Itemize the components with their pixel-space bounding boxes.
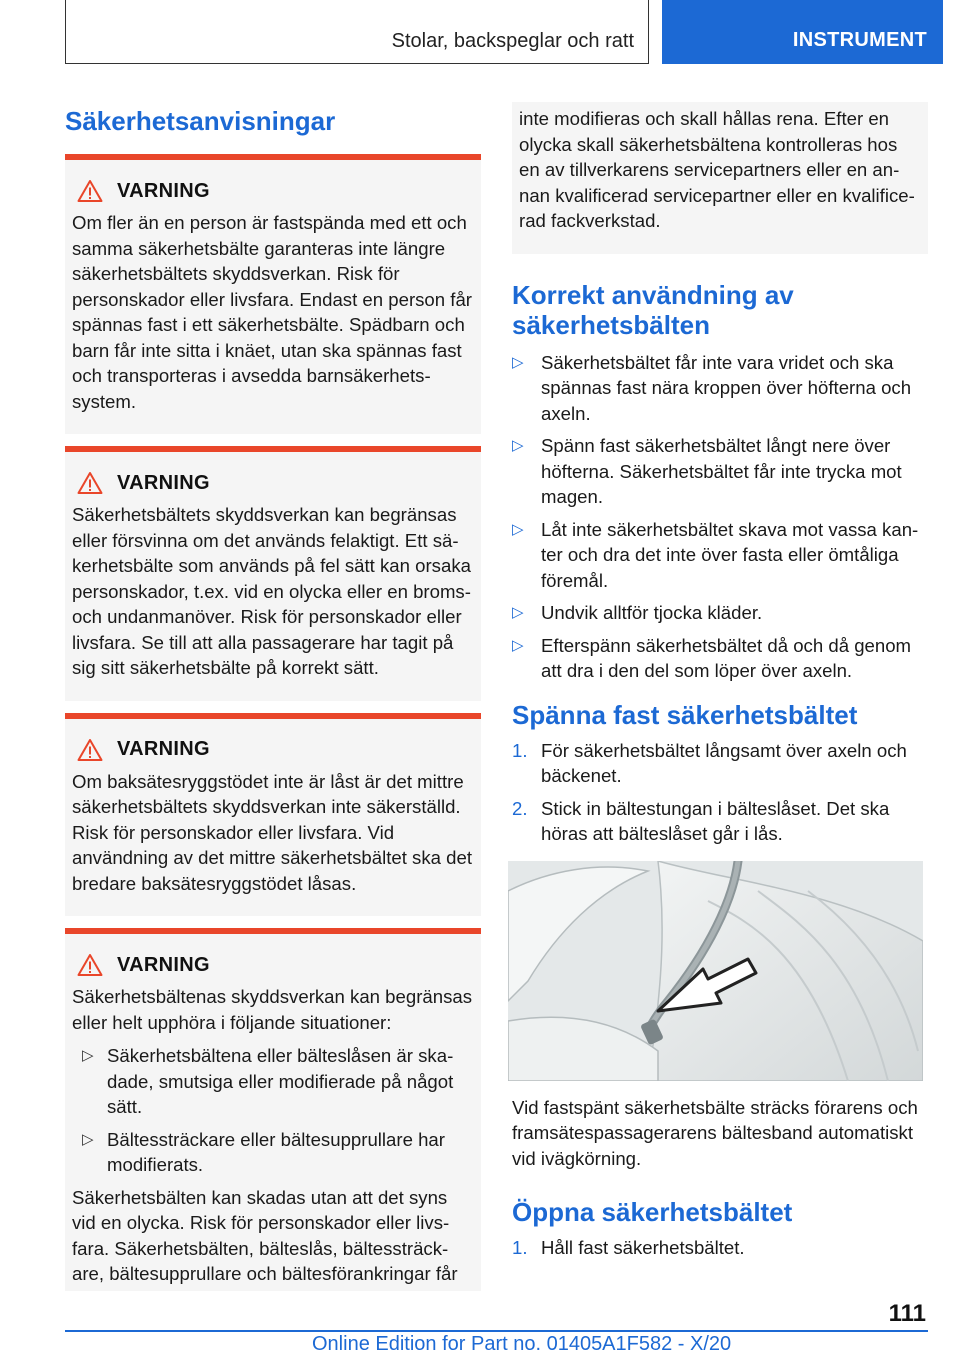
warning-header xyxy=(72,470,473,496)
step-item: 1. För säkerhetsbältet långsamt över axeln och bäckenet. xyxy=(512,739,907,786)
warning-text: Om fler än en person är fastspända med ett och samma säkerhetsbälte garanteras inte längre säkerhetsbältets skyddsverkan. Risk för personskador eller livsfara. Endast en person får spännas fast i ett säkerhetsbälte. Spädbarn och barn får inte sitta i knäet, utan ska spännas fast och transporteras i avsedda barnsäkerhetssystem. xyxy=(72,212,472,412)
header-chapter-tab[interactable] xyxy=(662,0,943,64)
left-column xyxy=(65,100,481,1291)
warning-box-3 xyxy=(65,713,481,917)
warning-list xyxy=(72,1043,473,1178)
warning-header xyxy=(72,178,473,204)
warning-header xyxy=(72,737,473,763)
list-item: ▷ Säkerhetsbältet får inte vara vridet och ska spännas fast nära kroppen över höfterna och axeln. xyxy=(512,351,912,424)
warning-title: VARNING xyxy=(117,179,210,202)
triangle-right-outline-icon: ▷ xyxy=(512,520,524,538)
safety-heading: Säkerhetsanvisningar xyxy=(65,106,336,136)
correct-use-list xyxy=(512,350,928,684)
warning-text: Om baksätesryggstödet inte är låst är det mittre säkerhetsbältets skyddsverkan inte säkerställd. Risk för personskador eller livsfara. Vid användning av det mittre säkerhetsbältet ska det bredare baksätesryggstödet låsas. xyxy=(72,770,473,894)
fasten-steps xyxy=(512,738,928,847)
warning-outro: Säkerhetsbälten kan skadas utan att det syns vid en olycka. Risk för personskador eller livsfara. Säkerhetsbälten, bälteslås, bältessträckare, bältesupprullare och bältesförankringar får xyxy=(72,1186,458,1284)
warning-text: Säkerhetsbältets skyddsverkan kan begränsas eller försvinna om det används felaktigt. Ett säkerhetsbälte som används på fel sätt kan orsaka personskador, t.ex. vid en olycka eller en broms- och undanmanöver. Risk för personskador eller livsfara. Se till att alla passagerare har tagit på sig sitt säkerhetsbälte på korrekt sätt. xyxy=(72,504,471,678)
warning-box-4 xyxy=(65,928,481,1291)
header-chapter-label: INSTRUMENT xyxy=(792,29,927,51)
triangle-right-outline-icon: ▷ xyxy=(512,604,524,621)
step-item: 1. Håll fast säkerhetsbältet. xyxy=(512,1235,928,1261)
fasten-caption: Vid fastspänt säkerhetsbälte sträcks förarens och framsätespassagerarens bältesband automatiskt vid ivägkörning. xyxy=(512,1096,918,1169)
seatbelt-buckle-illustration xyxy=(508,861,923,1081)
warning-title: VARNING xyxy=(117,471,210,494)
fasten-heading: Spänna fast säkerhetsbältet xyxy=(512,699,858,730)
warning-title: VARNING xyxy=(117,738,210,760)
step-number: 2. xyxy=(512,797,528,819)
header-section-tab xyxy=(65,0,649,64)
triangle-right-outline-icon: ▷ xyxy=(82,1130,94,1148)
warning-intro: Säkerhetsbältenas skyddsverkan kan begränsas eller helt upphöra i följande situationer: xyxy=(72,986,473,1033)
warning-title: VARNING xyxy=(117,953,210,976)
list-item: ▷ Låt inte säkerhetsbältet skava mot vassa kanter och dra det inte över fasta eller ömtåliga föremål. xyxy=(512,518,919,591)
seatbelt-illustration-svg xyxy=(508,861,923,1081)
warning-triangle-icon xyxy=(77,953,103,977)
warning-triangle-icon xyxy=(77,738,103,762)
triangle-right-outline-icon: ▷ xyxy=(82,1047,94,1064)
list-item: ▷ Spänn fast säkerhetsbältet långt nere över höfterna. Säkerhetsbältet får inte trycka mot magen. xyxy=(512,435,902,507)
triangle-right-outline-icon: ▷ xyxy=(512,437,524,454)
correct-use-heading: Korrekt användning av säkerhetsbälten xyxy=(512,279,794,340)
footer-edition[interactable]: Online Edition for Part no. 01405A1F582 - X/20 xyxy=(312,1333,732,1355)
footer-divider xyxy=(65,1330,928,1332)
warning-continued-box xyxy=(512,102,928,254)
warning-box-2 xyxy=(65,446,481,701)
right-column xyxy=(512,102,928,1268)
warning-triangle-icon xyxy=(77,179,103,203)
warning-header xyxy=(72,952,473,978)
step-number: 1. xyxy=(512,739,528,761)
open-heading: Öppna säkerhetsbältet xyxy=(512,1197,793,1227)
warning-box-1 xyxy=(65,154,481,434)
list-item: ▷ Säkerhetsbältena eller bälteslåsen är skadade, smutsiga eller modifierade på något sätt. xyxy=(82,1045,454,1117)
list-item: ▷ Bältessträckare eller bältesupprullare har modifierats. xyxy=(82,1128,445,1175)
list-item: ▷ Undvik alltför tjocka kläder. xyxy=(512,600,928,626)
warning-continued-text: inte modifieras och skall hållas rena. Efter en olycka skall säkerhetsbältena kontrolleras hos en av tillverkarens servicepartners eller en annan kvalificerad servicepartner eller en kvalificerad fackverkstad. xyxy=(519,108,915,231)
triangle-right-outline-icon: ▷ xyxy=(512,353,524,371)
warning-triangle-icon xyxy=(77,471,103,495)
page-number: 111 xyxy=(888,1300,926,1327)
open-steps xyxy=(512,1235,928,1261)
triangle-right-outline-icon: ▷ xyxy=(512,636,524,654)
list-item: ▷ Efterspänn säkerhetsbältet då och då genom att dra i den del som löper över axeln. xyxy=(512,634,912,681)
step-number: 1. xyxy=(512,1237,528,1258)
header-section-label: Stolar, backspeglar och ratt xyxy=(391,30,634,52)
step-item: 2. Stick in bältestungan i bälteslåset. Det ska höras att bälteslåset går i lås. xyxy=(512,797,890,844)
